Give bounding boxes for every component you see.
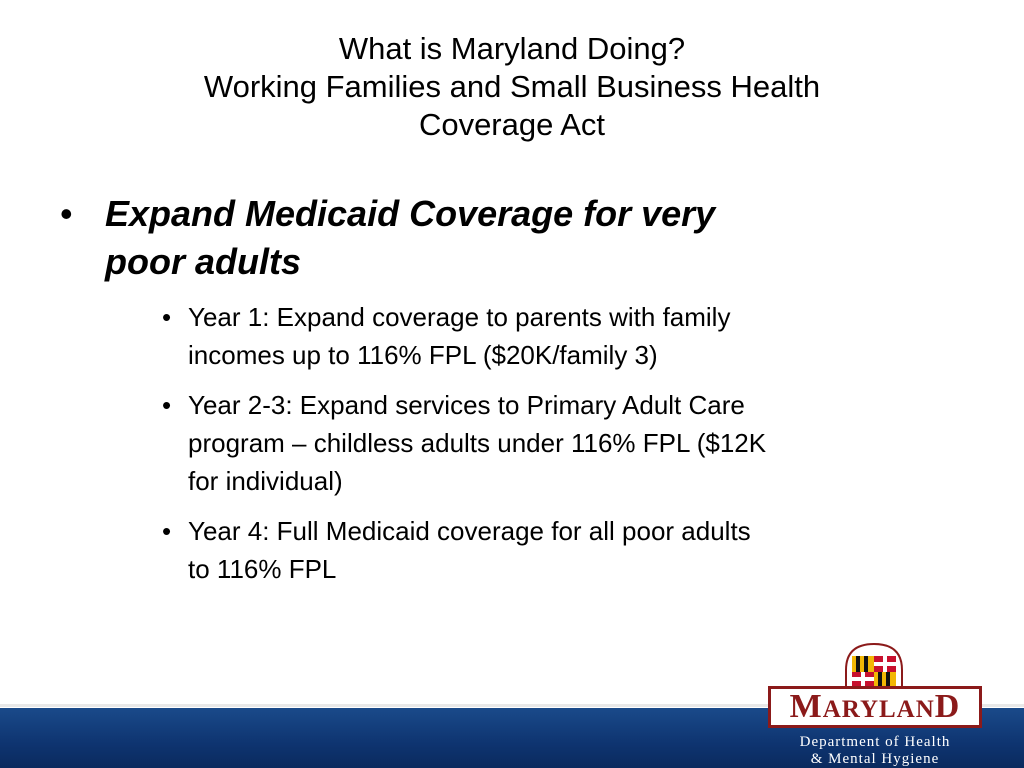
wordmark-last-letter: D [934,688,961,725]
title-line-1: What is Maryland Doing? [338,31,686,66]
title-line-3: Coverage Act [418,107,606,142]
wordmark-middle: ARYLAN [822,696,935,723]
bullet-marker: • [162,302,172,332]
sub-bullet-year-4 [162,512,960,588]
slide-body [60,190,960,600]
main-bullet-line-2: poor adults [105,241,301,282]
slide-title [40,30,984,144]
sub-bullet-line: to 116% FPL [188,554,337,584]
title-line-2: Working Families and Small Business Health [203,69,821,104]
sub-bullet-line: for individual) [188,466,343,496]
sub-bullet-list [60,298,960,588]
sub-bullet-year-2-3 [162,386,960,500]
wordmark-first-letter: M [789,688,823,725]
sub-bullet-line: incomes up to 116% FPL ($20K/family 3) [188,340,658,370]
main-bullet [60,190,960,286]
bullet-marker: • [162,390,172,420]
main-bullet-line-1: Expand Medicaid Coverage for very [105,193,716,234]
sub-bullet-year-1 [162,298,960,374]
sub-bullet-line: Year 2-3: Expand services to Primary Adult Care [188,390,745,420]
department-line-2: & Mental Hygiene [810,751,940,767]
maryland-dhmh-logo [768,640,982,768]
department-line-1: Department of Health [799,734,951,750]
sub-bullet-line: Year 4: Full Medicaid coverage for all poor adults [188,516,751,546]
bullet-marker: • [60,193,73,234]
sub-bullet-line: Year 1: Expand coverage to parents with family [188,302,731,332]
maryland-wordmark [790,688,961,725]
maryland-wordmark-box [768,686,982,728]
department-name [768,734,982,768]
sub-bullet-line: program – childless adults under 116% FPL ($12K [188,428,767,458]
bullet-marker: • [162,516,172,546]
